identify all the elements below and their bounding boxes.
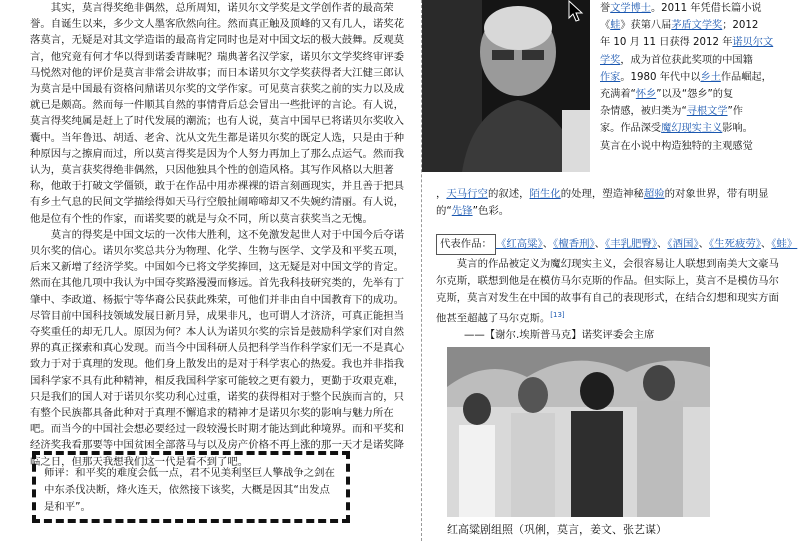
bio-text: 家。作品深受 (600, 123, 662, 135)
bio-text: 作品崛起， (720, 71, 772, 83)
continuation-link[interactable]: 陌生化 (529, 188, 561, 200)
bio-line (600, 0, 782, 17)
work-separator: 、 (760, 238, 772, 250)
continuation-text: ”色彩。 (472, 205, 510, 217)
bio-text: 莫言在小说中构造独特的主观感觉 (600, 140, 753, 152)
bio-link[interactable]: 蛙 (610, 20, 621, 32)
bio-line (600, 103, 782, 120)
essay-paragraph-2: 莫言的得奖是中国文坛的一次伟大胜利，这不免激发起世人对于中国今后夺诺贝尔奖的信心。诺贝尔奖总共分为物理、化学、生物与医学、文学及和平奖五项，后来又新增了经济学奖。中国如今已将文学奖捧回，这无疑是对中国文学的肯定。然而在其他几项中我认为中国夺奖路漫漫而修远。首先我科技研究类的，先举有丁肇中、李政道、杨振宁等华裔公民获此殊荣，可他们并非由自中国教育下的成功。尽管目前中国科技领域发展日新月异，成果非凡，也可谓人才济济，可真正能担当夺奖重任的却无几人。原因为何？本人认为诺贝尔奖的宗旨是鼓励科学家们对自然界的真正探索和真心发现。而当今中国科研人员把科学当作科学家们无一不是真心致力于对于真理的发现。他们身上散发出的是对于科学衷心的热爱。我也并非指我国科学家不具有此种精神，相反我国科学家可能较之更有毅力，更勤于攻艰克难，只是我们的国人对于诺贝尔奖功利心过重，诺奖的获得相对于整个民族而言的，只有整个民族都具备此种对于真理不懈追求的精神才是诺贝尔奖的影响与魅力所在吧。而当今的中国社会想必要经过一段较漫长时期才能达到此种境界。而和平奖和经济奖我看那要等中国贫困全部落马与以及房产价格不再上涨的那一天才是诺奖降临之日，但那天我想我们这一代是看不到了吧。 (30, 228, 405, 468)
author-portrait-photo (422, 0, 590, 172)
work-separator: 、 (542, 238, 554, 250)
bio-text: ；2012 (722, 20, 759, 32)
continuation-text: 的对象世界，带有明显的“ (436, 188, 769, 217)
bio-line (600, 138, 782, 155)
bio-link[interactable]: 作家 (600, 71, 621, 83)
mouse-pointer-icon (566, 0, 586, 22)
bio-link[interactable]: 乡土 (700, 71, 721, 83)
bio-line (600, 86, 782, 103)
bio-text: 誉 (600, 3, 611, 14)
critic-quote: 莫言的作品被定义为魔幻现实主义，会很容易让人联想到南美大文豪马尔克斯，联想到他是在模仿马尔克斯的作品。但实际上，莫言不是模仿马尔克斯，莫言对发生在中国的故事有自己的表现形式，在结合幻想和现实方面他甚至超越了马尔克斯。 (436, 258, 779, 325)
bio-text: ”以及“怨乡”的复 (656, 89, 734, 101)
bio-text: 杂情感，被归类为“ (600, 106, 687, 118)
bio-text: 》获第八届 (620, 20, 672, 32)
continuation-link[interactable]: 超验 (643, 188, 665, 200)
bio-continuation (436, 186, 782, 220)
quote-block (436, 256, 782, 344)
work-title-link[interactable]: 《檀香刑》 (553, 238, 595, 250)
photo-caption: 红高粱剧组照（巩俐，莫言，姜文、张艺谋） (447, 523, 667, 536)
bio-line (600, 17, 782, 34)
work-separator: 、 (657, 238, 668, 250)
bio-text: 影响。 (722, 123, 753, 135)
continuation-text: ， (436, 188, 447, 200)
works-list (496, 238, 797, 250)
continuation-text: 的处理，塑造神秘 (560, 188, 644, 200)
bio-line (600, 34, 782, 51)
work-title-link[interactable]: 《红高粱》 (495, 238, 543, 250)
bio-text: 。1980 年代中以 (620, 71, 701, 83)
bio-text: 充满着“ (600, 89, 636, 101)
work-title-link[interactable]: 《蛙》 (771, 238, 798, 250)
bio-line (600, 120, 782, 137)
quote-attribution: ——【谢尔.埃斯普马克】诺奖评委会主席 (464, 329, 655, 342)
teacher-comment-box (32, 451, 350, 523)
bio-line (600, 69, 782, 86)
bio-text: ，成为首位获此奖项的中国籍 (620, 54, 753, 66)
bio-text: 。2011 年凭借长篇小说 (650, 3, 762, 14)
work-title-link[interactable]: 《生死疲劳》 (708, 238, 761, 250)
continuation-text: 的叙述， (487, 188, 530, 200)
essay-paragraph-1: 其实，莫言得奖绝非偶然，总所周知，诺贝尔文学奖是文学创作者的最高荣誉。自诞生以来，多少文人墨客欣然向往。然而真正触及顶峰的又有几人，诺奖花落莫言，无疑是对其文学造诣的最高肯定同时也是对中国文坛的极大鼓舞。反观莫言，他究竟有何才华以得到诺委青睐呢？瑞典著名汉学家，诺贝尔文学奖终审评委马悦然对他的评价是莫言非常会讲故事；而日本诺贝尔文学奖获得者大江健三郎认为莫言是中国最有资格问鼎诺贝尔奖的文学作家。可见莫言获奖之前的实力以及成就已是颇高。然而每一件顺其自然的事情背后总会冒出一些批评的言论。有人说，莫言得奖纯属是赶上了时代发展的潮流；也有人说，莫言中国早已将诺贝尔奖收入囊中。当年鲁迅、胡适、老舍、沈从文先生都是诺贝尔奖的既定人选，只是由于种种原因与之擦肩而过，所以莫言得奖是因为个人努力再加上了那么点运气。然而我认为，莫言获奖得绝非偶然，只因他独具个性的创造风格。其写作风格以大胆著称，他敢于打破文学僵锁，敢于在作品中用赤裸裸的语言刻画现实，并且善于把具有乡土气息的民间文学描绘得如天马行空般扯闹啼啼却又不失婉约清丽。有人说，他是位有个性的作家，而诺奖要的就是与众不同，所以莫言获奖当之无愧。 (30, 2, 405, 225)
bio-link[interactable]: 寻根文学 (686, 106, 728, 118)
bio-column (600, 0, 782, 155)
essay-column (30, 0, 412, 470)
bio-link[interactable]: 魔幻现实主义 (661, 123, 723, 135)
work-title-link[interactable]: 《丰乳肥臀》 (605, 238, 658, 250)
continuation-link[interactable]: 天马行空 (446, 188, 488, 200)
footnote-ref[interactable]: [13] (550, 311, 565, 319)
cast-group-photo (447, 347, 710, 517)
bio-link[interactable]: 文学博士 (610, 3, 651, 14)
teacher-comment: 师评：和平奖的难度会低一点，君不见美利坚巨人擎战争之剑在中东杀伐决断，烽火连天，依然接下该奖，大概是因其“出发点是和平”。 (44, 467, 335, 513)
bio-continuation-text (436, 186, 782, 220)
bio-link[interactable]: 怀乡 (635, 89, 657, 101)
work-title-link[interactable]: 《酒国》 (667, 238, 699, 250)
bio-link[interactable]: 茅盾文学奖 (671, 20, 723, 32)
works-line (436, 234, 798, 255)
bio-text: ”作 (727, 106, 743, 118)
bio-text: 年 10 月 11 日获得 2012 年 (600, 37, 733, 49)
bio-link[interactable]: 学奖 (600, 54, 621, 66)
continuation-link[interactable]: 先锋 (451, 205, 473, 217)
bio-line (600, 52, 782, 69)
works-label: 代表作品： (436, 234, 496, 255)
bio-text: 《 (600, 20, 611, 32)
work-separator: 、 (698, 238, 709, 250)
bio-link[interactable]: 诺贝尔文 (732, 37, 774, 49)
work-separator: 、 (594, 238, 606, 250)
